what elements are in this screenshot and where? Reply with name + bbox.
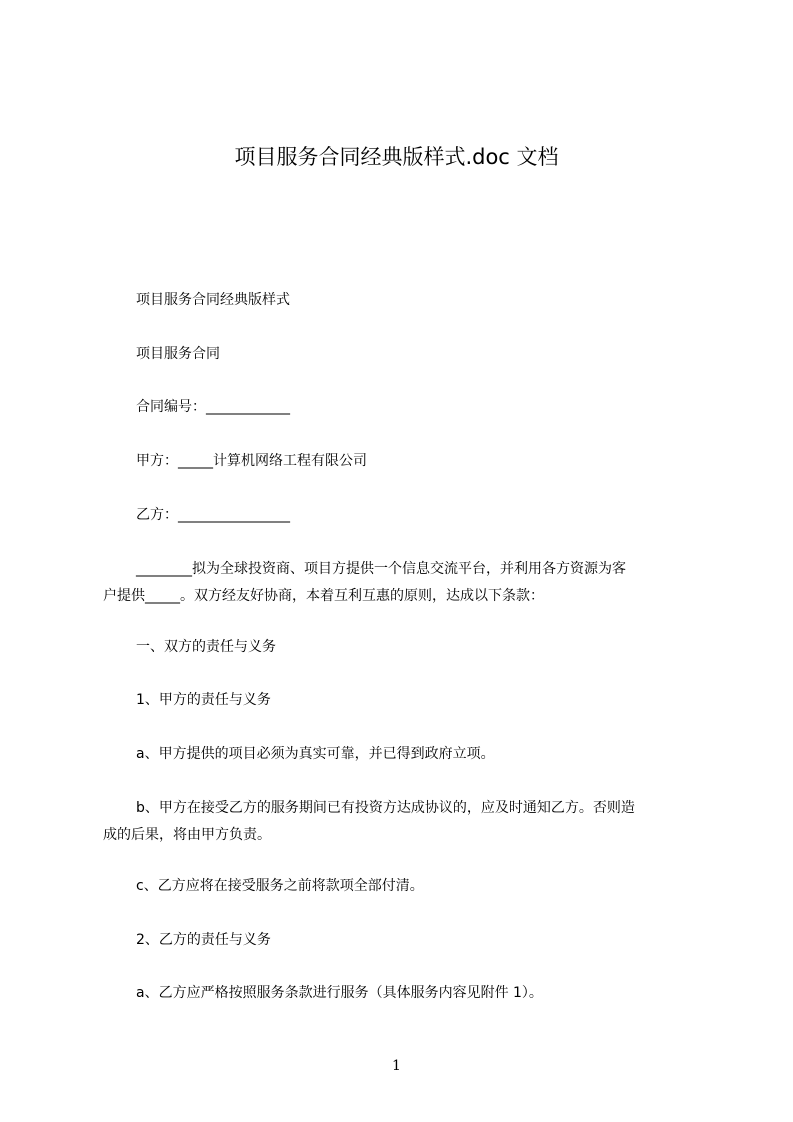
clause-1-heading: 1、甲方的责任与义务 (136, 692, 271, 708)
clause-2a: a、乙方应严格按照服务条款进行服务（具体服务内容见附件 1）。 (136, 985, 543, 1001)
document-title: 项目服务合同经典版样式.doc 文档 (234, 145, 559, 169)
clause-1b (103, 795, 703, 849)
contract-number-line: 合同编号：____________ (136, 399, 290, 415)
subtitle-paragraph: 项目服务合同经典版样式 (136, 292, 290, 308)
clause-2-heading: 2、乙方的责任与义务 (136, 932, 271, 948)
clause-1a: a、甲方提供的项目必须为真实可靠，并已得到政府立项。 (136, 746, 495, 762)
clause-1b-line-2: 成的后果，将由甲方负责。 (103, 827, 271, 843)
page-number: 1 (392, 1058, 401, 1074)
party-a-line: 甲方：_____计算机网络工程有限公司 (136, 453, 367, 469)
section-1-heading: 一、双方的责任与义务 (136, 639, 276, 655)
clause-1b-line-1: b、甲方在接受乙方的服务期间已有投资方达成协议的，应及时通知乙方。否则造 (136, 800, 635, 816)
clause-1c: c、乙方应将在接受服务之前将款项全部付清。 (136, 878, 424, 894)
party-b-line: 乙方：________________ (136, 507, 290, 523)
intro-line-2: 户提供_____。双方经友好协商，本着互利互惠的原则，达成以下条款： (103, 588, 544, 604)
intro-line-1: ________拟为全球投资商、项目方提供一个信息交流平台，并利用各方资源为客 (136, 561, 626, 577)
intro-paragraph (103, 556, 703, 610)
contract-heading: 项目服务合同 (136, 346, 220, 362)
